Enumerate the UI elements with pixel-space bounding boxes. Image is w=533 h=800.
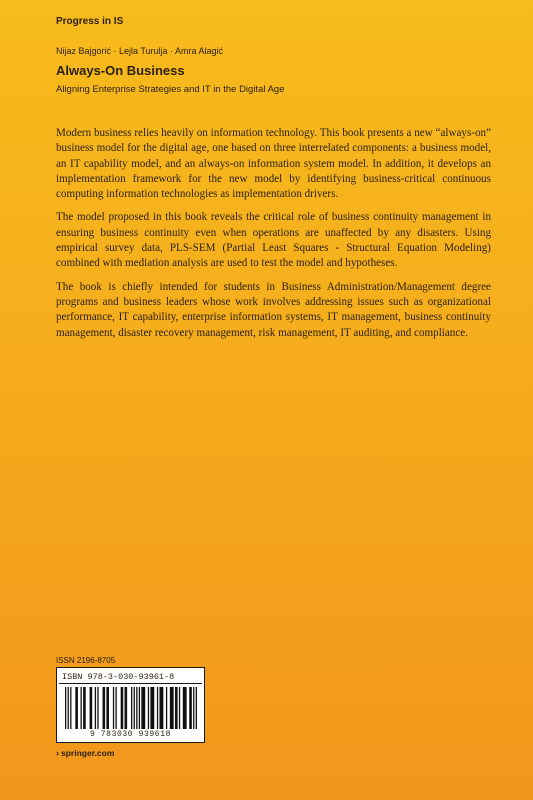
barcode-bar (75, 687, 78, 729)
barcode-bar (106, 687, 109, 729)
barcode-bar (141, 687, 145, 729)
publisher-url[interactable]: springer.com (61, 748, 115, 758)
barcode-bar (90, 687, 93, 729)
barcode-bar (125, 687, 128, 729)
barcode-bar (179, 687, 180, 729)
isbn-text: ISBN 978-3-030-93961-8 (59, 670, 202, 684)
barcode-bar (68, 687, 69, 729)
series-name: Progress in IS (56, 16, 124, 27)
blurb-paragraph-3: The book is chiefly intended for students in Business Administration/Management degree programs and business leaders whose work involves addressing issues such as organizational performance, IT capability, enterprise information systems, IT management, business continuity management, disaster recovery management, risk management, IT auditing, and compliance. (56, 280, 491, 339)
issn: ISSN 2196-8705 (56, 656, 116, 665)
blurb-paragraph-2: The model proposed in this book reveals the critical role of business continuity management in ensuring business continuity even when operations are unaffected by any disasters. Using empirical survey data, PLS-SEM (Partial Least Squares - Structural Equation Modeling) combined with mediation analysis are used to test the model and hypotheses. (56, 211, 491, 270)
barcode-bar (189, 687, 192, 729)
authors: Nijaz Bajgorić · Lejla Turulja · Amra Alagić (56, 46, 224, 56)
barcode-bar (121, 687, 124, 729)
barcode-bar (183, 687, 187, 729)
barcode-bar (148, 687, 149, 729)
barcode-bar (175, 687, 178, 729)
barcode (56, 667, 205, 743)
barcode-bar (131, 687, 132, 729)
barcode-bar (134, 687, 135, 729)
publisher (56, 748, 114, 758)
barcode-bar (95, 687, 96, 729)
barcode-bar (196, 687, 197, 729)
barcode-bar (157, 687, 158, 729)
barcode-bar (65, 687, 66, 729)
barcode-bar (159, 687, 163, 729)
ean-digits: 9 783030 939618 (89, 730, 171, 739)
book-title: Always-On Business (56, 63, 185, 78)
barcode-bars (65, 687, 197, 729)
barcode-bar (83, 687, 86, 729)
barcode-bar (103, 687, 106, 729)
barcode-bar (139, 687, 140, 729)
arrow-icon: › (56, 748, 59, 758)
barcode-bar (113, 687, 114, 729)
barcode-bar (166, 687, 167, 729)
barcode-bar (115, 687, 116, 729)
book-subtitle: Aligning Enterprise Strategies and IT in the Digital Age (56, 84, 285, 95)
blurb (56, 126, 491, 349)
barcode-bar (193, 687, 194, 729)
barcode-bar (170, 687, 174, 729)
barcode-bar (81, 687, 82, 729)
barcode-bar (150, 687, 154, 729)
barcode-bar (136, 687, 137, 729)
blurb-paragraph-1: Modern business relies heavily on information technology. This book presents a new “always-on” business model for the digital age, one based on three interrelated components: a business model, an IT capability model, and an always-on information system model. In addition, it develops an implementation framework for the new model by identifying business-critical continuous computing information technologies as implementation drivers. (56, 127, 491, 201)
barcode-bar (70, 687, 71, 729)
barcode-bar (97, 687, 98, 729)
